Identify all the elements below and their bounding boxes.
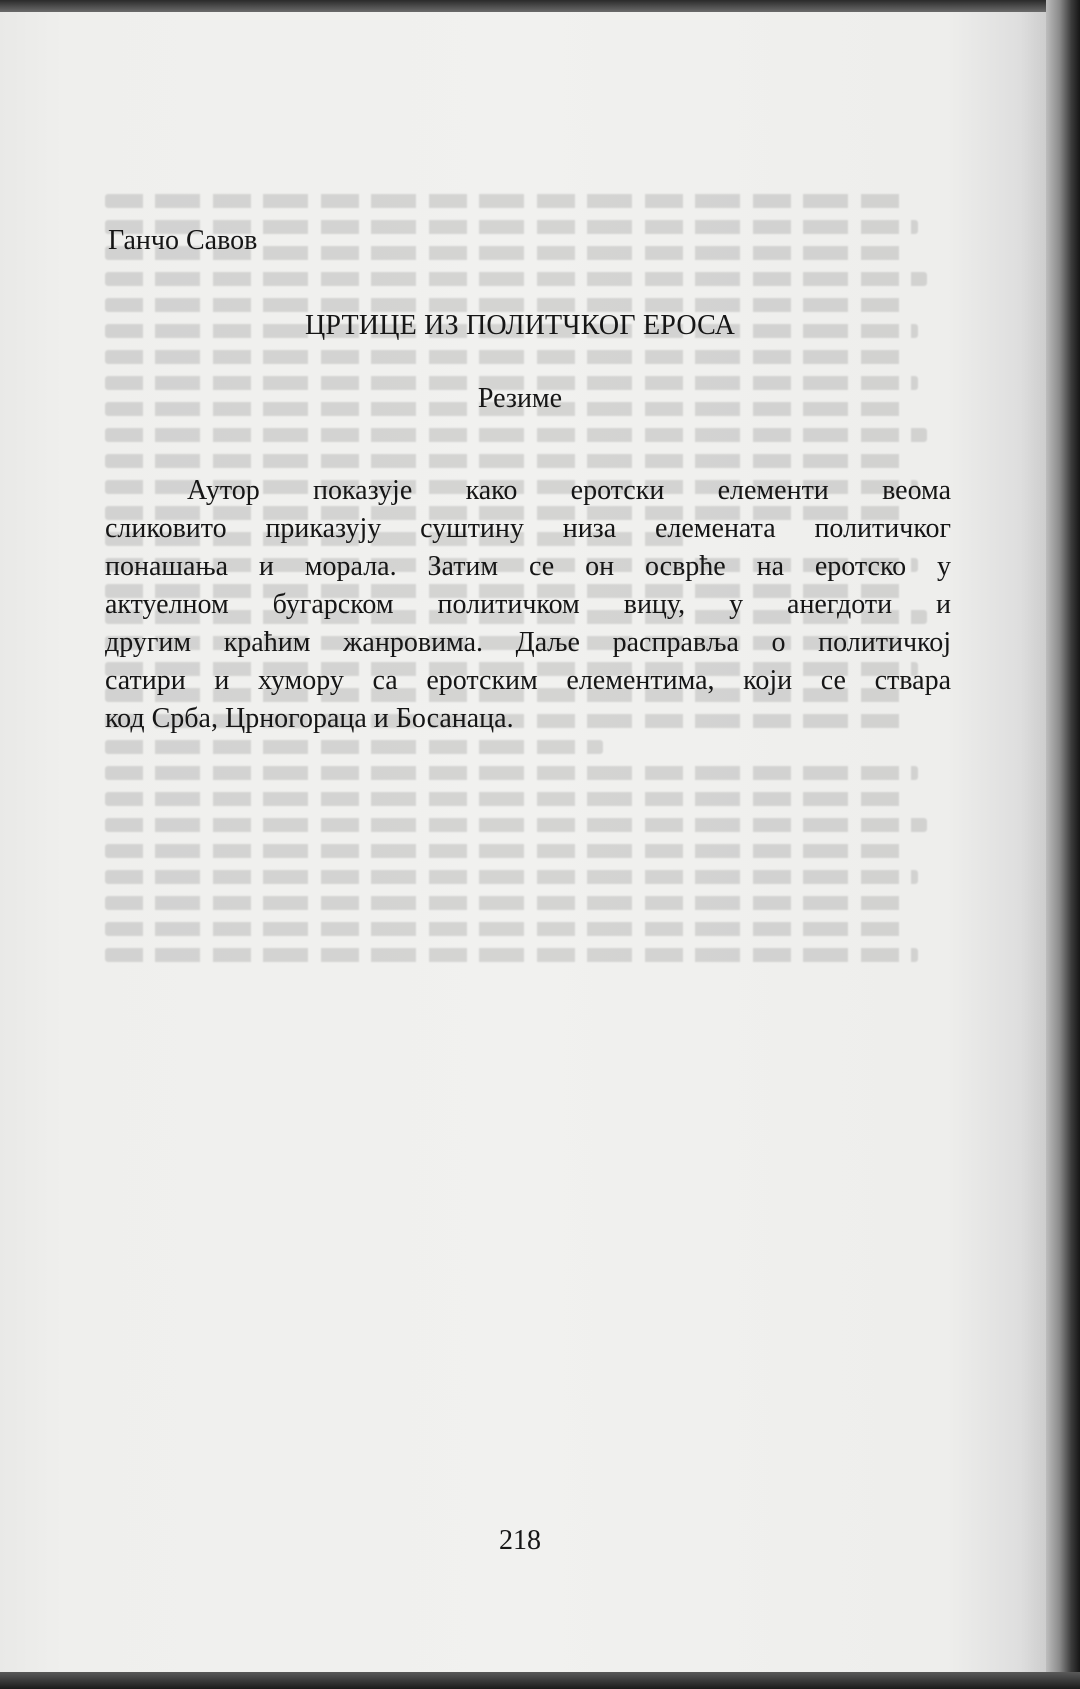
show-through-text bbox=[105, 182, 935, 1352]
abstract-paragraph bbox=[105, 472, 951, 738]
book-spine-shadow bbox=[1046, 0, 1080, 1689]
abstract-line: код Срба, Црногораца и Босанаца. bbox=[105, 703, 514, 734]
book-page bbox=[0, 12, 1052, 1672]
abstract-line: сатири и хумору са еротским елементима, који се ствара bbox=[105, 665, 951, 696]
page-number: 218 bbox=[499, 1525, 541, 1556]
article-title: ЦРТИЦЕ ИЗ ПОЛИТЧКОГ ЕРОСА bbox=[304, 310, 736, 341]
summary-heading: Резиме bbox=[477, 383, 563, 414]
author-name: Ганчо Савов bbox=[108, 225, 258, 256]
abstract-line: понашања и морала. Затим се он осврће на еротско у bbox=[105, 551, 951, 582]
abstract-line: актуелном бугарском политичком вицу, у анегдоти и bbox=[105, 589, 951, 620]
abstract-line: сликовито приказују суштину низа елемената политичког bbox=[105, 513, 951, 544]
abstract-line: Аутор показује како еротски елементи веома bbox=[187, 475, 951, 506]
scan-bottom-shadow bbox=[0, 1672, 1080, 1689]
abstract-line: другим краћим жанровима. Даље расправља о политичкој bbox=[105, 627, 951, 658]
scan-top-shadow bbox=[0, 0, 1080, 12]
